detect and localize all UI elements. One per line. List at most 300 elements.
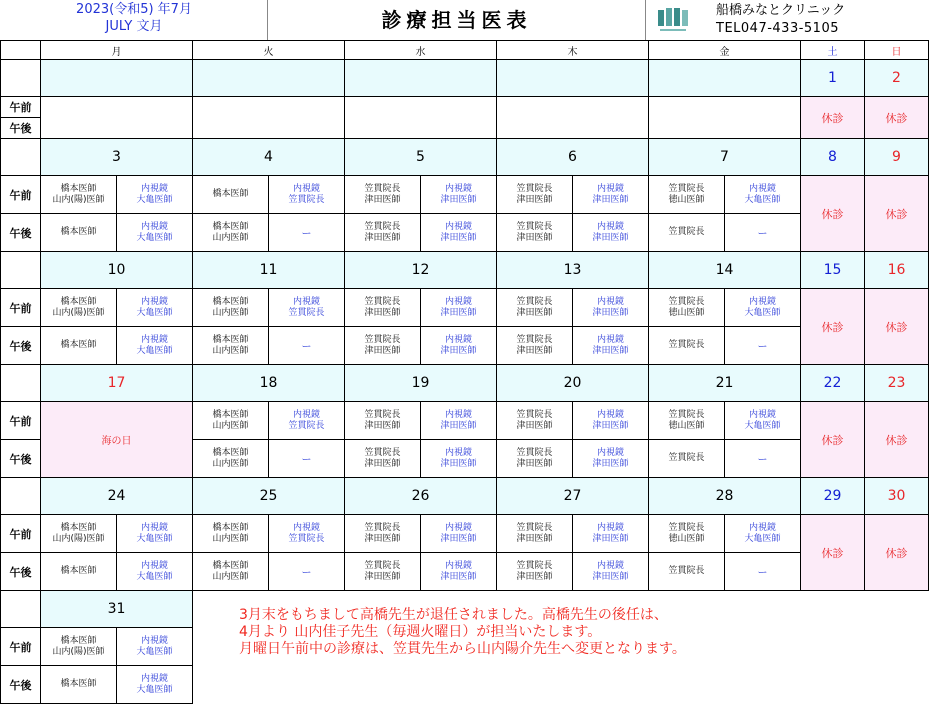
doctor-cell [497,327,573,365]
doctor-cell [193,176,269,214]
no-service-dash: ー [725,327,801,365]
doctor-cell [573,176,649,214]
date-cell: 8 [801,139,865,176]
doctor-name: 内視鏡 [292,522,320,533]
no-service-dash: ー [269,327,345,365]
doctor-name: 内視鏡 [748,522,776,533]
doctor-name: 津田医師 [592,420,629,431]
date-row [1,252,929,289]
doctor-cell [41,515,117,553]
doctor-name: 内視鏡 [444,560,472,571]
doctor-name: 津田医師 [516,232,553,243]
doctor-name: 内視鏡 [596,447,624,458]
doctor-cell [421,327,497,365]
doctor-cell [269,289,345,327]
doctor-name: 津田医師 [364,571,401,582]
doctor-cell [421,402,497,440]
doctor-name: 笠貫院長 [516,183,553,194]
am-label: 午前 [1,628,41,666]
doctor-cell [269,515,345,553]
doctor-cell [421,214,497,252]
doctor-cell [573,289,649,327]
date-cell: 16 [865,252,929,289]
doctor-name: 徳山医師 [668,307,705,318]
doctor-cell [193,289,269,327]
date-cell: 6 [497,139,649,176]
date-cell: 27 [497,478,649,515]
doctor-name: 大亀医師 [136,533,173,544]
am-row [1,402,929,440]
date-cell: 17 [41,365,193,402]
doctor-name: 山内医師 [212,571,249,582]
date-cell: 5 [345,139,497,176]
doctor-name: 橋本医師 [60,679,97,689]
doctor-name: 笠貫院長 [364,560,401,571]
doctor-name: 津田医師 [516,307,553,318]
date-cell: 26 [345,478,497,515]
weekday-fri: 金 [649,41,801,60]
doctor-name: 大亀医師 [744,533,781,544]
doctor-cell [725,515,801,553]
doctor-name: 笠貫院長 [364,334,401,345]
header [0,0,928,40]
doctor-name: 内視鏡 [596,183,624,194]
date-cell: 15 [801,252,865,289]
no-service-dash: ー [269,440,345,478]
weekday-sat: 土 [801,41,865,60]
doctor-cell [573,402,649,440]
doctor-cell [117,666,193,704]
doctor-name: 内視鏡 [140,334,168,345]
clinic-phone: TEL047-433-5105 [716,21,839,36]
doctor-cell [573,214,649,252]
no-service-dash: ー [269,553,345,591]
no-service-dash: ー [725,214,801,252]
doctor-name: 笠貫院長 [668,453,705,463]
date-cell: 22 [801,365,865,402]
doctor-name: 内視鏡 [748,183,776,194]
doctor-name: 内視鏡 [292,296,320,307]
pm-row [1,553,929,591]
doctor-cell [573,440,649,478]
doctor-cell [497,214,573,252]
date-cell: 13 [497,252,649,289]
doctor-cell [421,289,497,327]
doctor-name: 笠貫院長 [668,296,705,307]
doctor-cell [269,176,345,214]
doctor-cell [497,440,573,478]
doctor-name: 笠貫院長 [364,409,401,420]
doctor-name: 内視鏡 [140,522,168,533]
pm-label: 午後 [1,666,41,704]
doctor-name: 徳山医師 [668,533,705,544]
closed-cell: 休診 [865,97,929,139]
doctor-cell [193,515,269,553]
doctor-cell [41,628,117,666]
doctor-cell [117,176,193,214]
doctor-name: 笠貫院長 [668,227,705,237]
doctor-name: 内視鏡 [444,296,472,307]
doctor-cell [649,214,725,252]
weekday-tue: 火 [193,41,345,60]
doctor-name: 津田医師 [440,307,477,318]
doctor-name: 津田医師 [364,533,401,544]
doctor-name: 津田医師 [440,420,477,431]
date-cell: 11 [193,252,345,289]
doctor-name: 大亀医師 [136,307,173,318]
doctor-name: 津田医師 [440,194,477,205]
date-cell: 21 [649,365,801,402]
am-label: 午前 [1,176,41,214]
doctor-name: 津田医師 [364,194,401,205]
doctor-name: 山内医師 [212,232,249,243]
doctor-cell [649,402,725,440]
closed-cell: 休診 [801,289,865,365]
date-row [1,591,929,628]
doctor-name: 津田医師 [516,533,553,544]
doctor-cell [41,289,117,327]
doctor-cell [345,289,421,327]
doctor-name: 内視鏡 [292,409,320,420]
date-row [1,478,929,515]
doctor-name: 津田医師 [440,458,477,469]
schedule-calendar [0,40,929,704]
doctor-name: 笠貫院長 [516,334,553,345]
weekday-mon: 月 [41,41,193,60]
doctor-name: 徳山医師 [668,194,705,205]
doctor-cell [345,440,421,478]
doctor-name: 山内医師 [212,307,249,318]
doctor-name: 内視鏡 [596,560,624,571]
am-row [1,515,929,553]
doctor-name: 橋本医師 [212,334,249,345]
doctor-name: 山内(陽)医師 [52,307,105,318]
doctor-name: 山内医師 [212,420,249,431]
doctor-name: 内視鏡 [444,447,472,458]
doctor-name: 津田医師 [516,458,553,469]
doctor-name: 山内(陽)医師 [52,533,105,544]
doctor-name: 橋本医師 [60,296,97,307]
doctor-name: 津田医師 [516,571,553,582]
am-row [1,97,929,118]
doctor-name: 橋本医師 [60,183,97,194]
doctor-cell [421,515,497,553]
date-cell: 28 [649,478,801,515]
doctor-cell [117,214,193,252]
doctor-name: 橋本医師 [212,189,249,199]
doctor-name: 笠貫院長 [516,409,553,420]
closed-cell: 休診 [801,176,865,252]
date-row [1,139,929,176]
doctor-name: 津田医師 [440,232,477,243]
date-cell: 14 [649,252,801,289]
am-row [1,289,929,327]
doctor-cell [345,327,421,365]
doctor-name: 橋本医師 [60,227,97,237]
doctor-name: 橋本医師 [212,522,249,533]
doctor-name: 橋本医師 [60,340,97,350]
doctor-cell [117,327,193,365]
doctor-name: 津田医師 [440,345,477,356]
doctor-name: 津田医師 [364,345,401,356]
doctor-name: 津田医師 [592,307,629,318]
date-cell: 2 [865,60,929,97]
doctor-cell [345,176,421,214]
no-service-dash: ー [725,440,801,478]
weekday-header-row [1,41,929,60]
doctor-name: 笠貫院長 [364,296,401,307]
doctor-cell [421,440,497,478]
corner-cell [1,41,41,60]
doctor-name: 徳山医師 [668,420,705,431]
doctor-name: 津田医師 [592,194,629,205]
doctor-name: 津田医師 [592,232,629,243]
doctor-name: 笠貫院長 [516,296,553,307]
doctor-name: 山内医師 [212,458,249,469]
doctor-cell [649,440,725,478]
doctor-name: 笠貫院長 [516,221,553,232]
date-cell: 3 [41,139,193,176]
doctor-name: 内視鏡 [596,522,624,533]
doctor-name: 津田医師 [440,533,477,544]
date-cell: 4 [193,139,345,176]
doctor-cell [41,666,117,704]
doctor-cell [117,553,193,591]
no-service-dash: ー [269,214,345,252]
closed-cell: 休診 [801,97,865,139]
doctor-name: 笠貫院長 [668,409,705,420]
doctor-name: 笠貫院長 [516,522,553,533]
date-cell: 9 [865,139,929,176]
doctor-cell [117,289,193,327]
date-cell: 10 [41,252,193,289]
doctor-name: 笠貫院長 [364,183,401,194]
closed-cell: 休診 [865,515,929,591]
doctor-name: 笠貫院長 [364,522,401,533]
am-label: 午前 [1,515,41,553]
doctor-name: 笠貫院長 [288,307,325,318]
doctor-cell [345,515,421,553]
doctor-name: 笠貫院長 [668,566,705,576]
doctor-cell [497,553,573,591]
doctor-cell [573,553,649,591]
weekday-thu: 木 [497,41,649,60]
doctor-name: 内視鏡 [444,183,472,194]
doctor-name: 内視鏡 [596,296,624,307]
doctor-cell [41,327,117,365]
doctor-cell [573,515,649,553]
notice-line: 4月より 山内佳子先生（毎週火曜日）が担当いたします。 [239,624,602,640]
doctor-cell [725,402,801,440]
doctor-name: 津田医師 [364,420,401,431]
holiday-cell: 海の日 [41,402,193,478]
doctor-name: 内視鏡 [596,221,624,232]
weekday-sun: 日 [865,41,929,60]
doctor-name: 内視鏡 [140,183,168,194]
doctor-cell [193,402,269,440]
doctor-cell [725,289,801,327]
pm-row [1,214,929,252]
date-cell: 25 [193,478,345,515]
doctor-name: 内視鏡 [596,334,624,345]
doctor-name: 内視鏡 [140,221,168,232]
doctor-cell [193,553,269,591]
doctor-cell [497,515,573,553]
doctor-name: 内視鏡 [748,409,776,420]
doctor-name: 橋本医師 [60,522,97,533]
doctor-name: 内視鏡 [748,296,776,307]
doctor-cell [421,553,497,591]
doctor-cell [193,440,269,478]
doctor-cell [345,553,421,591]
date-cell: 1 [801,60,865,97]
doctor-name: 内視鏡 [140,296,168,307]
pm-label: 午後 [1,214,41,252]
doctor-name: 笠貫院長 [288,533,325,544]
doctor-name: 内視鏡 [596,409,624,420]
clinic-logo-icon [656,6,690,34]
doctor-name: 津田医師 [592,533,629,544]
doctor-name: 大亀医師 [136,194,173,205]
doctor-cell [497,289,573,327]
am-row [1,176,929,214]
am-label: 午前 [1,97,41,118]
doctor-cell [649,553,725,591]
doctor-cell [41,214,117,252]
closed-cell: 休診 [801,515,865,591]
am-label: 午前 [1,289,41,327]
doctor-cell [649,176,725,214]
doctor-name: 大亀医師 [136,232,173,243]
notice-line: 3月末をもちまして高橋先生が退任されました。高橋先生の後任は、 [239,607,668,623]
doctor-name: 笠貫院長 [364,447,401,458]
doctor-name: 笠貫院長 [516,560,553,571]
doctor-cell [193,327,269,365]
doctor-name: 橋本医師 [60,566,97,576]
pm-label: 午後 [1,553,41,591]
doctor-name: 津田医師 [516,345,553,356]
doctor-name: 大亀医師 [744,194,781,205]
doctor-name: 大亀医師 [136,684,173,695]
doctor-name: 津田医師 [592,345,629,356]
doctor-name: 津田医師 [592,458,629,469]
doctor-name: 内視鏡 [140,560,168,571]
date-row [1,60,929,97]
year-label: 2023(令和5) 年7月 [76,2,192,17]
doctor-cell [497,402,573,440]
doctor-name: 大亀医師 [136,571,173,582]
doctor-name: 笠貫院長 [668,340,705,350]
doctor-cell [345,214,421,252]
pm-label: 午後 [1,118,41,139]
am-label: 午前 [1,402,41,440]
doctor-name: 大亀医師 [744,307,781,318]
doctor-cell [725,176,801,214]
doctor-name: 内視鏡 [292,183,320,194]
doctor-name: 山内(陽)医師 [52,646,105,657]
doctor-name: 内視鏡 [140,635,168,646]
closed-cell: 休診 [801,402,865,478]
doctor-cell [421,176,497,214]
doctor-name: 大亀医師 [744,420,781,431]
notice-line: 月曜日午前中の診療は、笠貫先生から山内陽介先生へ変更となります。 [239,641,686,657]
doctor-cell [117,628,193,666]
doctor-name: 津田医師 [364,458,401,469]
doctor-name: 津田医師 [516,194,553,205]
date-cell: 29 [801,478,865,515]
weekday-wed: 水 [345,41,497,60]
closed-cell: 休診 [865,289,929,365]
doctor-name: 大亀医師 [136,345,173,356]
date-cell: 31 [41,591,193,628]
doctor-name: 津田医師 [364,232,401,243]
doctor-cell [269,402,345,440]
doctor-cell [649,289,725,327]
date-cell: 19 [345,365,497,402]
clinic-name: 船橋みなとクリニック [716,3,846,18]
date-cell: 24 [41,478,193,515]
date-cell: 18 [193,365,345,402]
pm-label: 午後 [1,327,41,365]
doctor-name: 笠貫院長 [668,183,705,194]
pm-label: 午後 [1,440,41,478]
doctor-cell [41,553,117,591]
doctor-name: 内視鏡 [444,334,472,345]
doctor-cell [497,176,573,214]
doctor-name: 橋本医師 [60,635,97,646]
closed-cell: 休診 [865,176,929,252]
doctor-name: 山内医師 [212,345,249,356]
doctor-cell [345,402,421,440]
date-header [0,0,268,40]
date-cell: 20 [497,365,649,402]
doctor-name: 橋本医師 [212,296,249,307]
doctor-name: 山内(陽)医師 [52,194,105,205]
doctor-name: 内視鏡 [444,221,472,232]
no-service-dash: ー [725,553,801,591]
doctor-name: 笠貫院長 [288,420,325,431]
month-label: JULY 文月 [105,19,163,34]
doctor-name: 津田医師 [516,420,553,431]
doctor-name: 大亀医師 [136,646,173,657]
doctor-name: 橋本医師 [212,221,249,232]
doctor-name: 笠貫院長 [668,522,705,533]
doctor-cell [649,327,725,365]
date-cell: 23 [865,365,929,402]
doctor-name: 橋本医師 [212,447,249,458]
date-cell: 7 [649,139,801,176]
doctor-name: 内視鏡 [444,522,472,533]
doctor-name: 橋本医師 [212,560,249,571]
doctor-cell [573,327,649,365]
doctor-name: 津田医師 [364,307,401,318]
notice-box [193,591,929,704]
doctor-cell [41,176,117,214]
pm-row [1,327,929,365]
doctor-name: 笠貫院長 [516,447,553,458]
doctor-cell [649,515,725,553]
date-cell: 12 [345,252,497,289]
doctor-name: 笠貫院長 [364,221,401,232]
doctor-cell [117,515,193,553]
doctor-name: 津田医師 [440,571,477,582]
doctor-cell [193,214,269,252]
doctor-name: 内視鏡 [140,673,168,684]
doctor-name: 笠貫院長 [288,194,325,205]
doctor-name: 内視鏡 [444,409,472,420]
page-title: 診療担当医表 [268,0,646,40]
doctor-name: 津田医師 [592,571,629,582]
